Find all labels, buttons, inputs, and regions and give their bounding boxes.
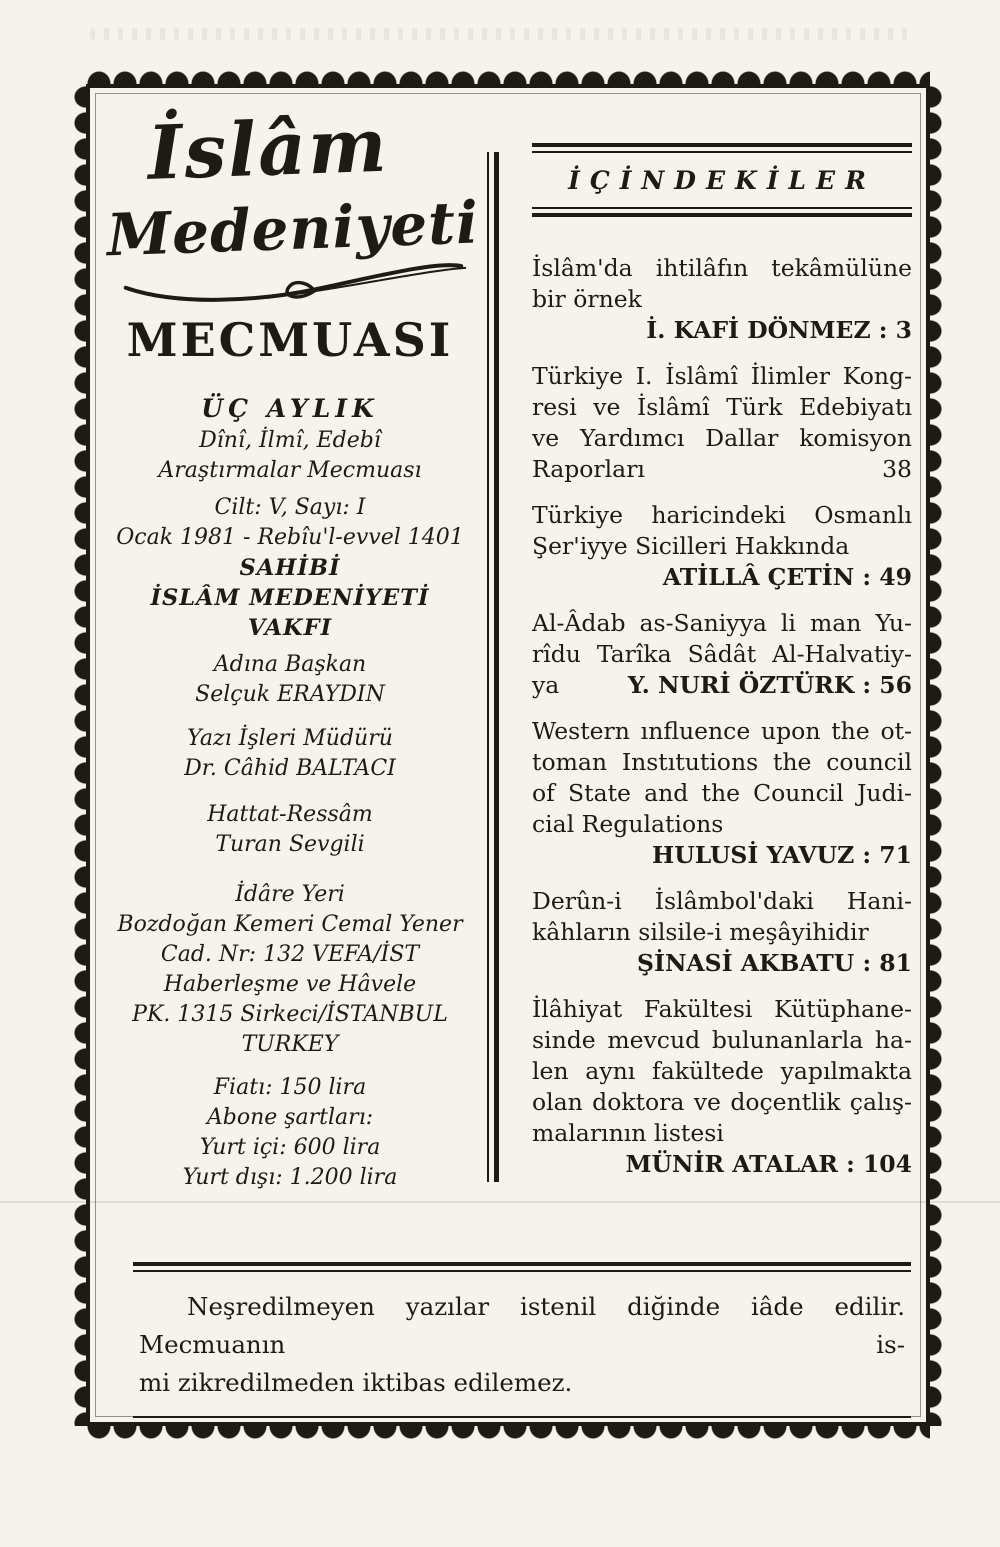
toc-author: HULUSİ YAVUZ : 71 (652, 841, 912, 869)
footer-notice-line: mi zikredilmeden iktibas edilemez. (139, 1368, 573, 1397)
toc-author: MÜNİR ATALAR : 104 (625, 1150, 912, 1178)
footer-notice-text (139, 1288, 905, 1402)
masthead-line: İSLÂM MEDENİYETİ VAKFI (150, 585, 430, 641)
toc-tail-row (532, 454, 912, 485)
masthead-line: Abone şartları: (206, 1105, 374, 1130)
toc-author: ATİLLÂ ÇETİN : 49 (662, 563, 912, 591)
logo-title-line1: İslâm (146, 102, 390, 197)
toc-title-line: bir örnek (532, 285, 642, 313)
footer-notice (133, 1262, 911, 1426)
toc-title-line: sinde mevcud bulunanlarla ha- (532, 1026, 912, 1054)
toc-entry (532, 886, 912, 979)
footer-rule (133, 1262, 911, 1266)
journal-subtitle: MECMUASI (126, 313, 454, 367)
masthead-line: Adına Başkan (213, 652, 367, 677)
masthead-line: Ocak 1981 - Rebîu'l-evvel 1401 (116, 525, 464, 550)
toc-title-line: İlâhiyat Fakültesi Kütüphane- (532, 995, 912, 1023)
masthead-line: Cilt: V, Sayı: I (214, 495, 366, 520)
masthead-line: Turan Sevgili (215, 832, 365, 857)
scallop-border-top (86, 71, 930, 84)
masthead-column (105, 102, 481, 1193)
masthead-line: TURKEY (241, 1032, 339, 1057)
masthead-line: Yurt içi: 600 lira (199, 1135, 381, 1160)
toc-entry (532, 253, 912, 346)
footer-rule (133, 1416, 911, 1418)
footer-rule (133, 1270, 911, 1272)
masthead-line: Cad. Nr: 132 VEFA/İST (160, 942, 420, 967)
toc-title-line: İslâm'da ihtilâfın tekâmülüne (532, 254, 912, 282)
masthead-line: Dînî, İlmî, Edebî (199, 428, 381, 453)
toc-column (532, 143, 912, 1195)
toc-author: İ. KAFİ DÖNMEZ : 3 (646, 316, 912, 344)
toc-page-ref: 38 (882, 455, 912, 483)
toc-tail-row (532, 670, 912, 701)
toc-entry (532, 994, 912, 1180)
toc-title-line: Western ınfluence upon the ot- (532, 717, 912, 745)
logo-title-line2: Medeniyeti (105, 188, 481, 270)
masthead-line: Fiatı: 150 lira (213, 1075, 367, 1100)
masthead-line: Selçuk ERAYDIN (195, 682, 385, 707)
toc-title-line: of State and the Council Judi- (532, 779, 912, 807)
toc-title-line: resi ve İslâmî Türk Edebiyatı (532, 393, 912, 421)
toc-title-line: cial Regulations (532, 810, 724, 838)
toc-title-line: ya (532, 671, 560, 699)
masthead-line: Bozdoğan Kemeri Cemal Yener (117, 912, 463, 937)
toc-title-line: malarının listesi (532, 1119, 724, 1147)
masthead-line: İdâre Yeri (235, 882, 345, 907)
scallop-border-right (930, 84, 943, 1426)
masthead-line: ÜÇ AYLIK (201, 394, 379, 423)
toc-header-rule (532, 213, 912, 217)
toc-author: ŞİNASİ AKBATU : 81 (636, 949, 912, 977)
footer-rule (133, 1422, 911, 1426)
masthead-line: Hattat-Ressâm (207, 802, 373, 827)
masthead-line: PK. 1315 Sirkeci/İSTANBUL (132, 1002, 448, 1027)
toc-title-line: Türkiye haricindeki Osmanlı (532, 501, 912, 529)
toc-header-rule (532, 143, 912, 147)
toc-title-line: Al-Âdab as-Saniyya li man Yu- (532, 609, 912, 637)
toc-title-line: rîdu Tarîka Sâdât Al-Halvatiy- (532, 640, 912, 668)
toc-entries (532, 253, 912, 1180)
toc-title-line: olan doktora ve doçentlik çalış- (532, 1088, 912, 1116)
toc-title-line: len aynı fakültede yapılmakta (532, 1057, 912, 1085)
masthead-line: Yazı İşleri Müdürü (187, 726, 393, 751)
toc-entry (532, 608, 912, 701)
toc-header-title: İÇİNDEKİLER (568, 166, 876, 195)
toc-entry (532, 716, 912, 871)
footer-notice-line: Neşredilmeyen yazılar istenil diğinde iâde edilir. Mecmuanın is- (139, 1292, 905, 1359)
scallop-border-bottom (86, 1426, 930, 1439)
toc-title-line: Derûn-i İslâmbol'daki Hani- (532, 887, 912, 915)
toc-title-line: ve Yardımcı Dallar komisyon (532, 424, 912, 452)
scan-noise-strip (90, 28, 910, 40)
masthead-lines (106, 392, 474, 1193)
scallop-border-left (73, 84, 86, 1426)
masthead-line: Haberleşme ve Hâvele (163, 972, 417, 997)
toc-title-line: kâhların silsile-i meşâyihidir (532, 918, 869, 946)
toc-header-rule (532, 207, 912, 209)
masthead-line: Dr. Câhid BALTACI (184, 756, 396, 781)
toc-entry (532, 500, 912, 593)
journal-logo (103, 102, 481, 309)
masthead-line: Araştırmalar Mecmuası (158, 458, 422, 483)
toc-title-line: Türkiye I. İslâmî İlimler Kong- (532, 362, 912, 390)
masthead-line: Yurt dışı: 1.200 lira (182, 1165, 398, 1190)
toc-entry (532, 361, 912, 485)
toc-title-line: toman Instıtutions the council (532, 748, 912, 776)
toc-page-ref: Y. NURİ ÖZTÜRK : 56 (627, 671, 912, 699)
column-divider (487, 152, 499, 1182)
toc-title-line: Şer'iyye Sicilleri Hakkında (532, 532, 850, 560)
toc-title-line: Raporları (532, 455, 645, 483)
masthead-line: SAHİBİ (239, 555, 341, 581)
